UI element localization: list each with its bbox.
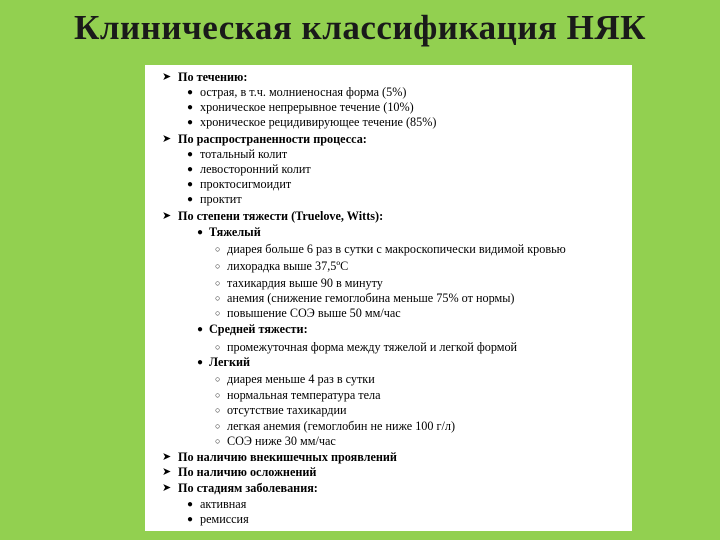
list-item: ○ лихорадка выше 37,5ºС — [215, 259, 349, 273]
bullet-icon: ● — [197, 357, 204, 368]
bullet-icon: ● — [187, 499, 194, 510]
list-item: ● хроническое рецидивирующее течение (85%) — [187, 115, 437, 129]
circle-bullet-icon: ○ — [215, 342, 221, 352]
list-item: ○ диарея больше 6 раз в сутки с макроскопически видимой кровью — [215, 242, 566, 256]
arrow-bullet-icon: ➤ — [162, 133, 172, 145]
list-item: ○ повышение СОЭ выше 50 мм/час — [215, 306, 401, 320]
arrow-bullet-icon: ➤ — [162, 482, 172, 494]
bullet-icon: ● — [187, 102, 194, 113]
list-item: ● левосторонний колит — [187, 162, 311, 176]
group-heading: ● Тяжелый — [197, 225, 261, 239]
bullet-icon: ● — [187, 179, 194, 190]
section-heading: ➤ По наличию внекишечных проявлений — [162, 450, 397, 464]
list-item: ● проктосигмоидит — [187, 177, 292, 191]
bullet-icon: ● — [187, 194, 194, 205]
list-item: ○ тахикардия выше 90 в минуту — [215, 276, 383, 290]
bullet-icon: ● — [187, 87, 194, 98]
list-item: ○ диарея меньше 4 раз в сутки — [215, 372, 375, 386]
circle-bullet-icon: ○ — [215, 261, 221, 271]
list-item: ○ промежуточная форма между тяжелой и легкой формой — [215, 340, 518, 354]
list-item: ● острая, в т.ч. молниеносная форма (5%) — [187, 85, 407, 99]
section-heading: ➤ По распространенности процесса: — [162, 132, 367, 146]
slide-title: Клиническая классификация НЯК — [73, 8, 647, 47]
list-item: ○ СОЭ ниже 30 мм/час — [215, 434, 336, 448]
section-heading: ➤ По стадиям заболевания: — [162, 481, 318, 495]
circle-bullet-icon: ○ — [215, 405, 221, 415]
bullet-icon: ● — [197, 227, 204, 238]
bullet-icon: ● — [187, 149, 194, 160]
circle-bullet-icon: ○ — [215, 436, 221, 446]
bullet-icon: ● — [197, 324, 204, 335]
circle-bullet-icon: ○ — [215, 278, 221, 288]
section-heading: ➤ По наличию осложнений — [162, 465, 317, 479]
circle-bullet-icon: ○ — [215, 244, 221, 254]
group-heading: ● Легкий — [197, 355, 251, 369]
list-item: ○ отсутствие тахикардии — [215, 403, 347, 417]
list-item: ● хроническое непрерывное течение (10%) — [187, 100, 414, 114]
bullet-icon: ● — [187, 117, 194, 128]
bullet-icon: ● — [187, 164, 194, 175]
bullet-icon: ● — [187, 514, 194, 525]
circle-bullet-icon: ○ — [215, 390, 221, 400]
list-item: ● активная — [187, 497, 247, 511]
circle-bullet-icon: ○ — [215, 421, 221, 431]
classification-document — [145, 65, 632, 531]
section-heading: ➤ По течению: — [162, 70, 248, 84]
circle-bullet-icon: ○ — [215, 308, 221, 318]
arrow-bullet-icon: ➤ — [162, 210, 172, 222]
arrow-bullet-icon: ➤ — [162, 71, 172, 83]
list-item: ● ремиссия — [187, 512, 249, 526]
circle-bullet-icon: ○ — [215, 374, 221, 384]
list-item: ○ анемия (снижение гемоглобина меньше 75% от нормы) — [215, 291, 515, 305]
list-item: ○ легкая анемия (гемоглобин не ниже 100 г/л) — [215, 419, 456, 433]
list-item: ● тотальный колит — [187, 147, 288, 161]
arrow-bullet-icon: ➤ — [162, 466, 172, 478]
arrow-bullet-icon: ➤ — [162, 451, 172, 463]
section-heading: ➤ По степени тяжести (Truelove, Witts): — [162, 209, 384, 223]
list-item: ○ нормальная температура тела — [215, 388, 381, 402]
list-item: ● проктит — [187, 192, 242, 206]
group-heading: ● Средней тяжести: — [197, 322, 308, 336]
circle-bullet-icon: ○ — [215, 293, 221, 303]
